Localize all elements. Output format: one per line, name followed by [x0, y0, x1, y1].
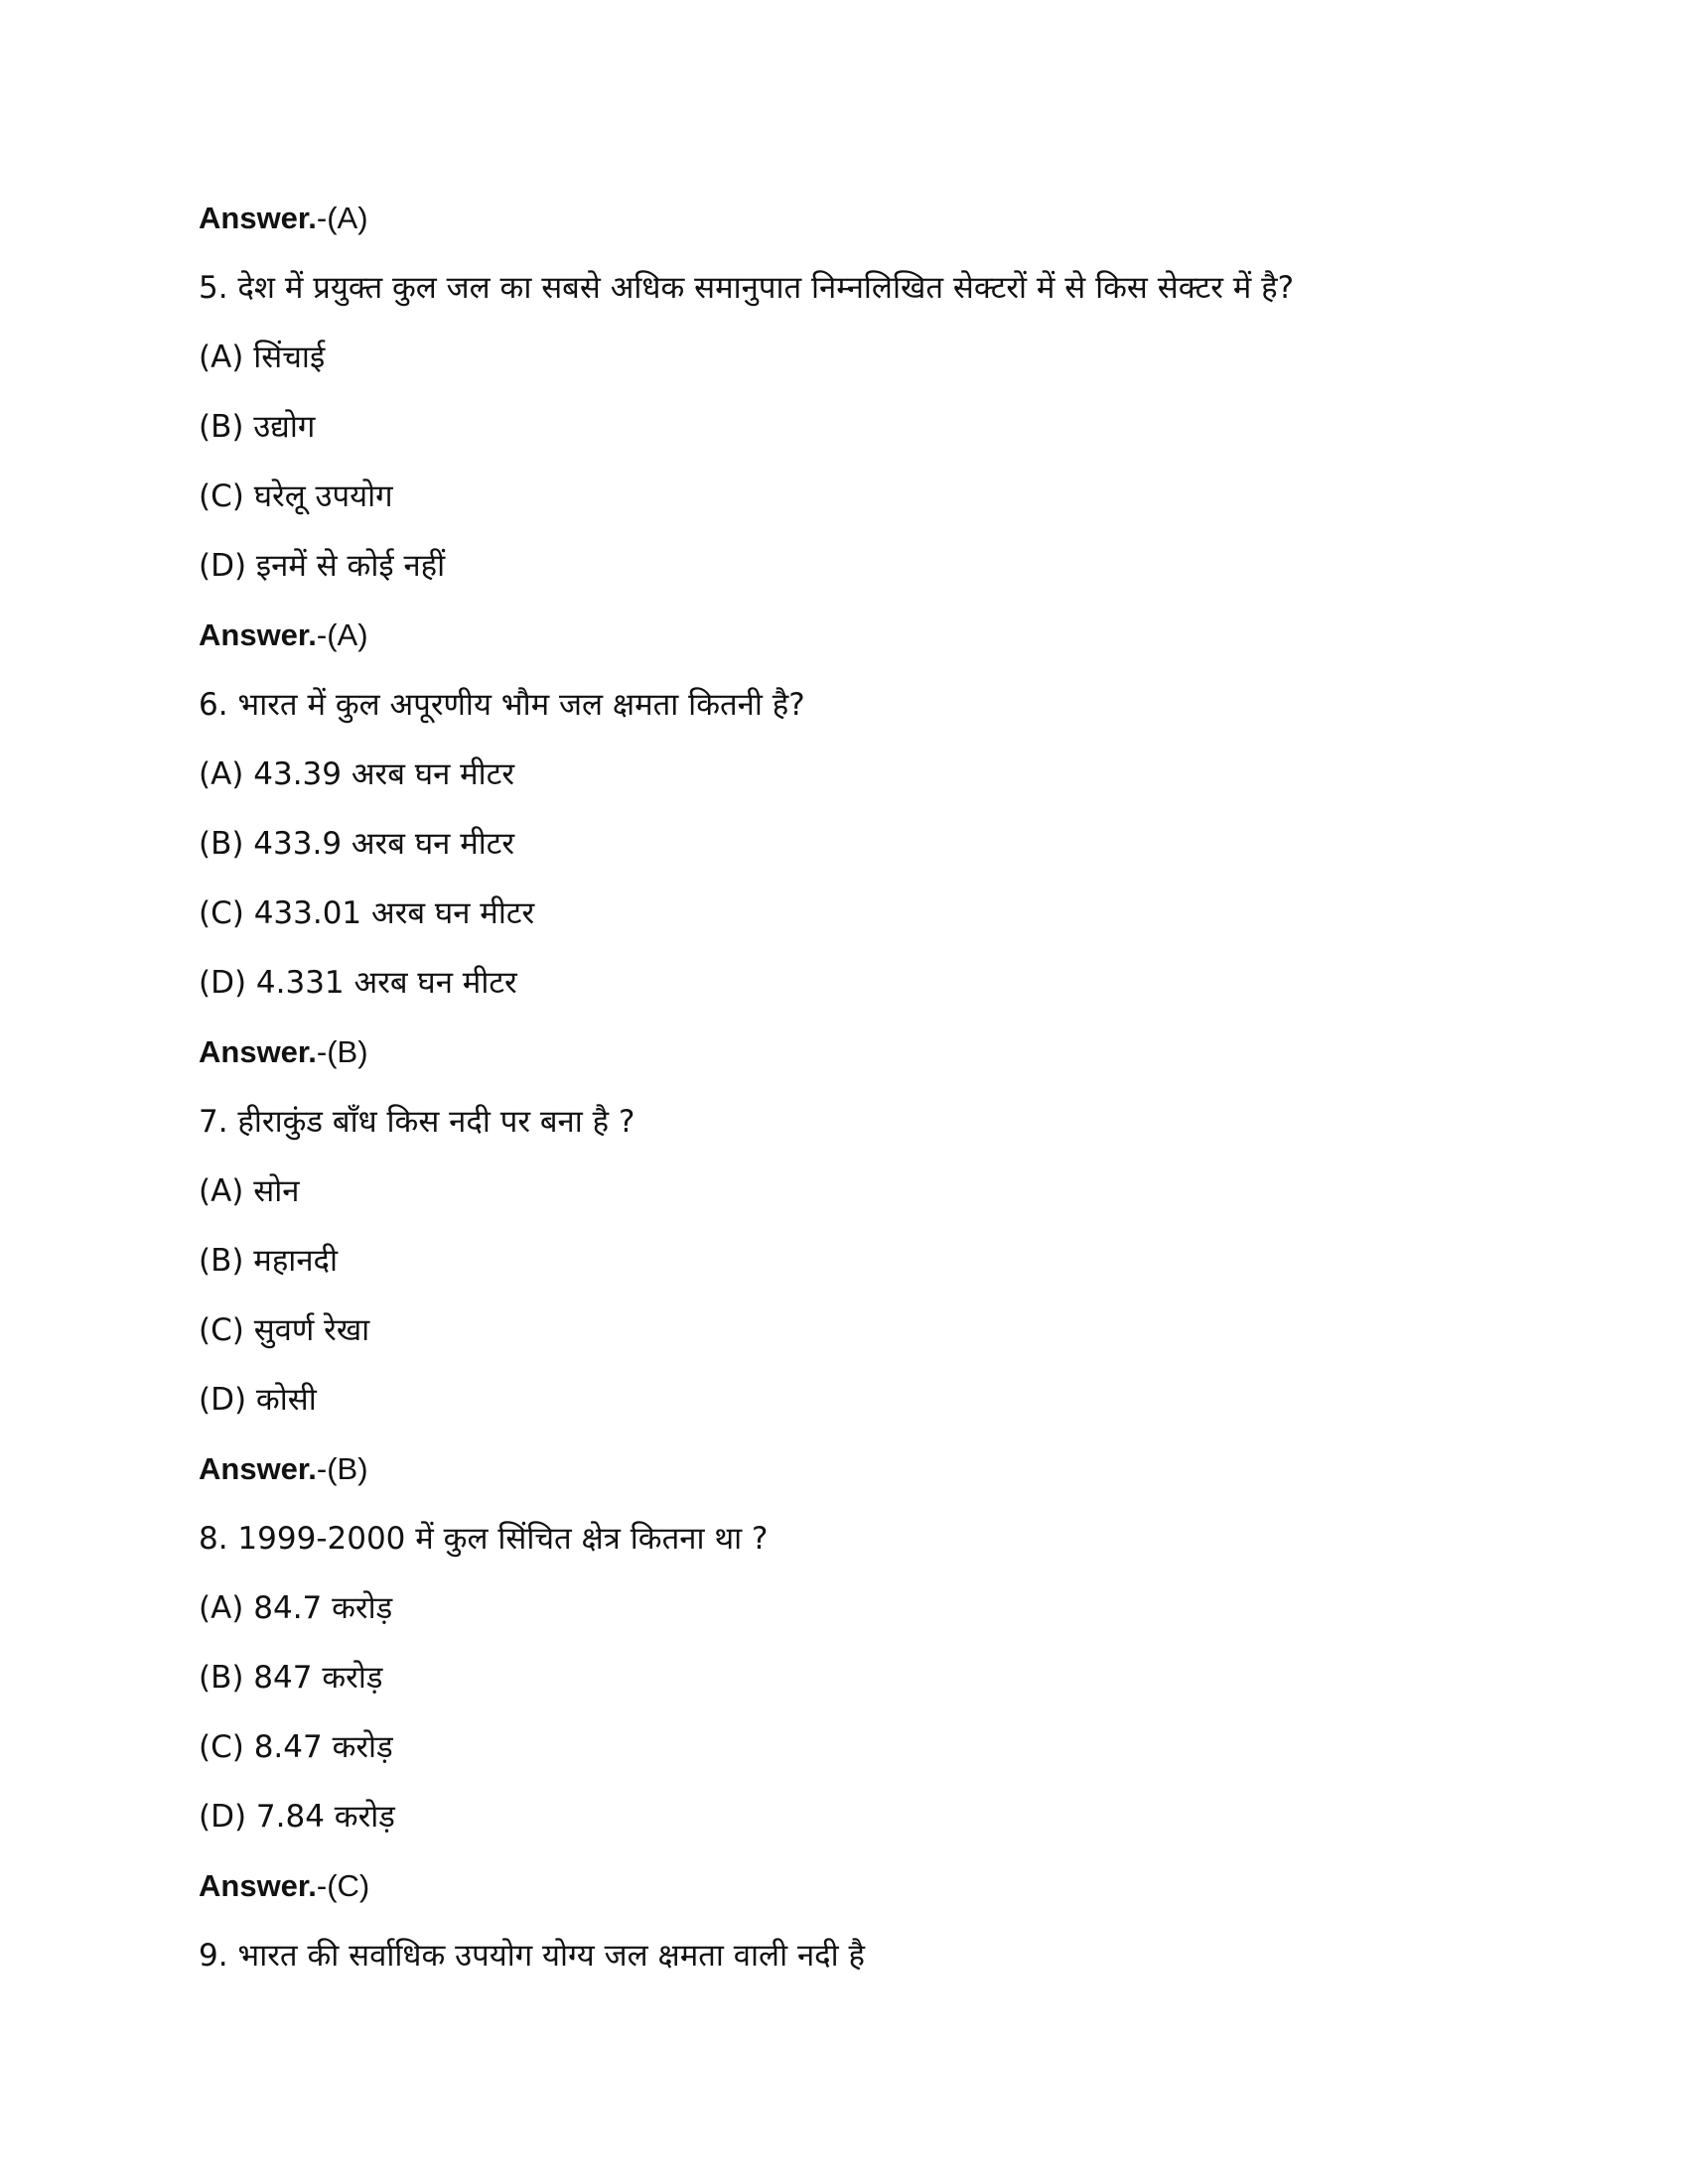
answer-line: [199, 1866, 369, 1906]
answer-label: Answer.: [199, 1868, 317, 1903]
option-d: (D) 7.84 करोड़: [199, 1799, 395, 1835]
answer-line: [199, 1032, 368, 1072]
answer-value: -(C): [316, 1868, 370, 1903]
answer-line: [199, 199, 368, 238]
answer-line: [199, 1449, 368, 1489]
option-a: (A) सिंचाई: [199, 340, 326, 375]
answer-label: Answer.: [199, 617, 317, 652]
option-d: (D) इनमें से कोई नहीं: [199, 548, 446, 584]
answer-line: [199, 615, 368, 655]
option-c: (C) घरेलू उपयोग: [199, 478, 393, 514]
option-a: (A) 84.7 करोड़: [199, 1590, 393, 1626]
answer-label: Answer.: [199, 1451, 317, 1486]
option-a: (A) 43.39 अरब घन मीटर: [199, 756, 515, 792]
question-text: 8. 1999-2000 में कुल सिंचित क्षेत्र कितना था ?: [199, 1521, 769, 1557]
option-b: (B) 847 करोड़: [199, 1660, 383, 1696]
answer-value: -(A): [316, 617, 368, 652]
option-b: (B) 433.9 अरब घन मीटर: [199, 826, 515, 862]
question-text: 9. भारत की सर्वाधिक उपयोग योग्य जल क्षमता वाली नदी है: [199, 1938, 865, 1974]
answer-value: -(B): [316, 1034, 368, 1069]
option-b: (B) महानदी: [199, 1243, 339, 1279]
question-text: 7. हीराकुंड बाँध किस नदी पर बना है ?: [199, 1104, 635, 1140]
question-text: 5. देश में प्रयुक्त कुल जल का सबसे अधिक समानुपात निम्नलिखित सेक्टरों में से किस सेक्टर में है?: [199, 270, 1295, 306]
answer-value: -(A): [316, 201, 368, 235]
option-c: (C) सुवर्ण रेखा: [199, 1312, 370, 1348]
option-c: (C) 8.47 करोड़: [199, 1729, 393, 1765]
option-d: (D) 4.331 अरब घन मीटर: [199, 965, 517, 1001]
answer-label: Answer.: [199, 1034, 317, 1069]
option-c: (C) 433.01 अरब घन मीटर: [199, 895, 535, 931]
answer-value: -(B): [316, 1451, 368, 1486]
option-d: (D) कोसी: [199, 1382, 317, 1418]
question-text: 6. भारत में कुल अपूरणीय भौम जल क्षमता कितनी है?: [199, 687, 805, 723]
answer-label: Answer.: [199, 201, 317, 235]
option-a: (A) सोन: [199, 1173, 300, 1209]
option-b: (B) उद्योग: [199, 409, 316, 445]
